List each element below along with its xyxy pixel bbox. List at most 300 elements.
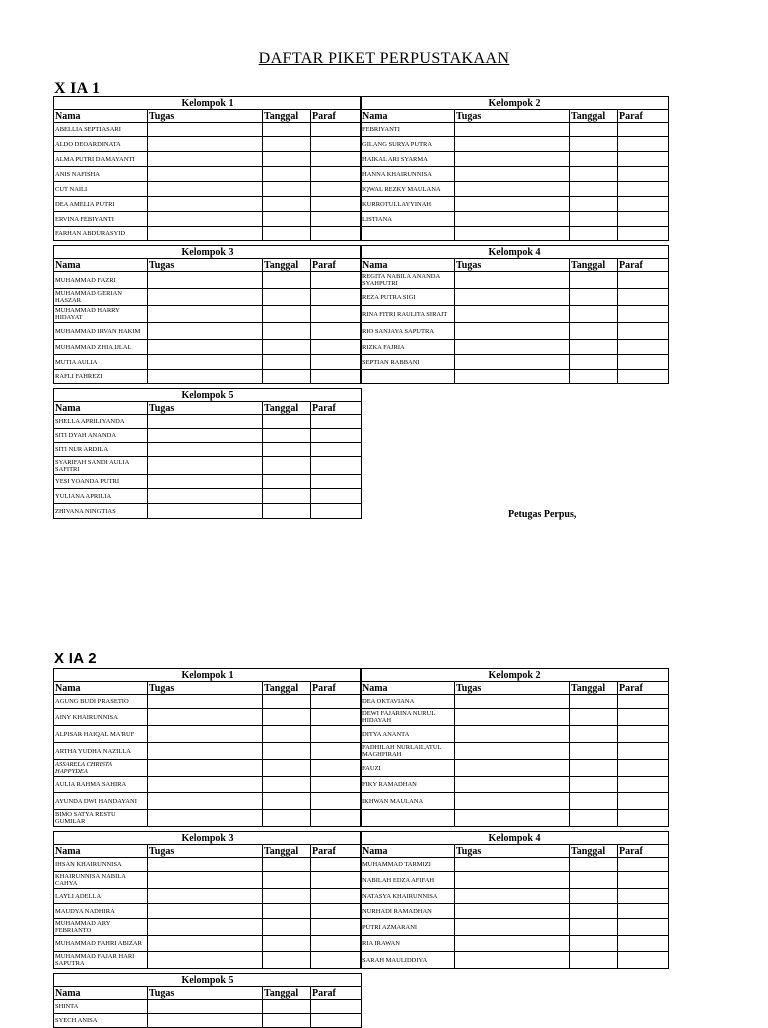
tugas-cell <box>455 904 570 919</box>
paraf-cell <box>311 810 362 827</box>
student-name: AULIA RAHMA SAHIRA <box>54 777 148 793</box>
table-row <box>361 709 669 726</box>
paraf-cell <box>618 919 669 936</box>
table-row <box>54 370 362 384</box>
student-name: IHSAN KHAIRUNNISA <box>54 858 148 872</box>
paraf-cell <box>311 457 362 475</box>
column-header-nama: Nama <box>361 682 455 695</box>
student-name: FADHILAH NURLAILATUL MAGHFIRAH <box>361 743 455 760</box>
table-row <box>361 123 669 137</box>
student-name: HAIKAL ARI SYARMA <box>361 152 455 167</box>
paraf-cell <box>618 695 669 709</box>
paraf-cell <box>618 760 669 777</box>
student-name: MUHAMMAD ZHIA IJLAL <box>54 340 148 355</box>
column-header-nama: Nama <box>361 110 455 123</box>
table-row <box>361 793 669 810</box>
tanggal-cell <box>263 952 311 969</box>
student-name: DEA AMELIA PUTRI <box>54 197 148 212</box>
paraf-cell <box>311 197 362 212</box>
paraf-cell <box>618 904 669 919</box>
class-label-xia2: X IA 2 <box>54 650 97 667</box>
table-row <box>54 743 362 760</box>
paraf-cell <box>311 777 362 793</box>
tanggal-cell <box>570 858 618 872</box>
tugas-cell <box>148 475 263 489</box>
column-header-paraf: Paraf <box>618 110 669 123</box>
table-row <box>54 889 362 904</box>
table-row <box>361 695 669 709</box>
column-header-tugas: Tugas <box>148 682 263 695</box>
table-row <box>54 504 362 519</box>
tugas-cell <box>148 695 263 709</box>
paraf-cell <box>311 858 362 872</box>
tugas-cell <box>148 123 263 137</box>
student-name: FAUZI <box>361 760 455 777</box>
tugas-cell <box>148 227 263 241</box>
student-name: SEPTIAN RABBANI <box>361 355 455 370</box>
paraf-cell <box>311 475 362 489</box>
table-row <box>54 123 362 137</box>
paraf-cell <box>311 272 362 289</box>
kelompok-block <box>53 96 361 241</box>
table-row <box>361 197 669 212</box>
paraf-cell <box>618 355 669 370</box>
tanggal-cell <box>263 137 311 152</box>
tanggal-cell <box>570 709 618 726</box>
paraf-cell <box>618 709 669 726</box>
kelompok-block <box>53 973 361 1028</box>
table-row <box>54 137 362 152</box>
table-row <box>361 810 669 827</box>
tanggal-cell <box>263 167 311 182</box>
column-header-tugas: Tugas <box>148 110 263 123</box>
kelompok-table <box>360 831 669 969</box>
student-name: NATASYA KHAIRUNNISA <box>361 889 455 904</box>
group-title: Kelompok 2 <box>361 669 669 682</box>
table-row <box>361 355 669 370</box>
paraf-cell <box>618 306 669 323</box>
tugas-cell <box>455 212 570 227</box>
paraf-cell <box>311 429 362 443</box>
column-header-paraf: Paraf <box>311 110 362 123</box>
column-header-nama: Nama <box>54 845 148 858</box>
column-header-tanggal: Tanggal <box>570 110 618 123</box>
paraf-cell <box>618 323 669 340</box>
table-row <box>54 1014 362 1028</box>
tugas-cell <box>455 227 570 241</box>
tugas-cell <box>455 323 570 340</box>
student-name: MUHAMMAD ARY FEBRIANTO <box>54 919 148 936</box>
student-name: MUHAMMAD HARRY HIDAYAT <box>54 306 148 323</box>
student-name: MUHAMMAD TARMIZI <box>361 858 455 872</box>
kelompok-block <box>360 831 668 969</box>
table-row <box>361 323 669 340</box>
paraf-cell <box>618 123 669 137</box>
column-header-tanggal: Tanggal <box>570 682 618 695</box>
table-row <box>54 152 362 167</box>
tugas-cell <box>455 272 570 289</box>
tanggal-cell <box>263 1000 311 1014</box>
kelompok-block <box>360 668 668 827</box>
table-row <box>54 709 362 726</box>
student-name: RAFLI FAHREZI <box>54 370 148 384</box>
tugas-cell <box>148 872 263 889</box>
kelompok-block <box>53 388 361 519</box>
paraf-cell <box>618 889 669 904</box>
group-title: Kelompok 1 <box>54 97 362 110</box>
tanggal-cell <box>263 429 311 443</box>
tanggal-cell <box>263 504 311 519</box>
paraf-cell <box>618 227 669 241</box>
tanggal-cell <box>570 743 618 760</box>
tugas-cell <box>148 167 263 182</box>
tugas-cell <box>455 695 570 709</box>
table-row <box>361 919 669 936</box>
paraf-cell <box>618 370 669 384</box>
student-name: SYARIFAH SANDI AULIA SAFITRI <box>54 457 148 475</box>
student-name: SHINTA <box>54 1000 148 1014</box>
table-row <box>54 227 362 241</box>
student-name: MUHAMMAD FAZRI <box>54 272 148 289</box>
column-header-nama: Nama <box>54 110 148 123</box>
column-header-tanggal: Tanggal <box>263 402 311 415</box>
tanggal-cell <box>263 227 311 241</box>
paraf-cell <box>618 137 669 152</box>
tanggal-cell <box>263 197 311 212</box>
tanggal-cell <box>570 167 618 182</box>
group-title: Kelompok 3 <box>54 246 362 259</box>
tanggal-cell <box>263 760 311 777</box>
tanggal-cell <box>263 123 311 137</box>
kelompok-table <box>53 245 362 384</box>
kelompok-block <box>360 96 668 241</box>
tanggal-cell <box>263 919 311 936</box>
group-title: Kelompok 4 <box>361 246 669 259</box>
tugas-cell <box>148 355 263 370</box>
student-name: YULIANA APRILIA <box>54 489 148 504</box>
table-row <box>361 936 669 952</box>
tanggal-cell <box>263 152 311 167</box>
table-row <box>54 355 362 370</box>
paraf-cell <box>618 936 669 952</box>
tanggal-cell <box>570 760 618 777</box>
tugas-cell <box>148 429 263 443</box>
student-name: SITI NUR ARDILA <box>54 443 148 457</box>
tanggal-cell <box>570 889 618 904</box>
paraf-cell <box>618 743 669 760</box>
table-row <box>54 919 362 936</box>
student-name: YESI YOANDA PUTRI <box>54 475 148 489</box>
student-name: MUHAMMAD GERIAN HASZAR <box>54 289 148 306</box>
column-header-nama: Nama <box>54 402 148 415</box>
group-title: Kelompok 1 <box>54 669 362 682</box>
table-row <box>54 489 362 504</box>
tanggal-cell <box>570 272 618 289</box>
tanggal-cell <box>263 457 311 475</box>
column-header-tanggal: Tanggal <box>263 259 311 272</box>
tugas-cell <box>455 726 570 743</box>
tanggal-cell <box>570 227 618 241</box>
group-title: Kelompok 5 <box>54 974 362 987</box>
tugas-cell <box>455 793 570 810</box>
tanggal-cell <box>263 475 311 489</box>
column-header-tugas: Tugas <box>455 682 570 695</box>
tugas-cell <box>455 167 570 182</box>
paraf-cell <box>311 227 362 241</box>
table-row <box>54 810 362 827</box>
student-name: ABELLIA SEPTIASARI <box>54 123 148 137</box>
column-header-tugas: Tugas <box>148 259 263 272</box>
student-name: MUHAMMAD FAHRI ABIZAR <box>54 936 148 952</box>
tugas-cell <box>455 123 570 137</box>
table-row <box>54 289 362 306</box>
paraf-cell <box>311 889 362 904</box>
tanggal-cell <box>570 197 618 212</box>
table-row <box>361 167 669 182</box>
table-row <box>54 182 362 197</box>
tugas-cell <box>455 777 570 793</box>
tugas-cell <box>148 489 263 504</box>
paraf-cell <box>311 355 362 370</box>
table-row <box>54 457 362 475</box>
tanggal-cell <box>263 743 311 760</box>
column-header-nama: Nama <box>54 682 148 695</box>
group-title: Kelompok 3 <box>54 832 362 845</box>
paraf-cell <box>311 123 362 137</box>
table-row <box>361 872 669 889</box>
kelompok-table <box>360 245 669 384</box>
table-row <box>54 340 362 355</box>
table-row <box>54 777 362 793</box>
student-name: PUTRI AZMARANI <box>361 919 455 936</box>
tanggal-cell <box>263 858 311 872</box>
tugas-cell <box>455 152 570 167</box>
student-name: HANNA KHAIRUNNISA <box>361 167 455 182</box>
tanggal-cell <box>263 370 311 384</box>
kelompok-block <box>53 668 361 827</box>
column-header-nama: Nama <box>54 259 148 272</box>
paraf-cell <box>618 167 669 182</box>
tugas-cell <box>148 152 263 167</box>
paraf-cell <box>311 152 362 167</box>
tugas-cell <box>148 760 263 777</box>
column-header-paraf: Paraf <box>311 845 362 858</box>
column-header-tanggal: Tanggal <box>263 987 311 1000</box>
column-header-tugas: Tugas <box>148 845 263 858</box>
tanggal-cell <box>263 355 311 370</box>
kelompok-table <box>53 96 362 241</box>
table-row <box>361 272 669 289</box>
tugas-cell <box>455 743 570 760</box>
column-header-paraf: Paraf <box>618 682 669 695</box>
tugas-cell <box>455 306 570 323</box>
paraf-cell <box>311 182 362 197</box>
tugas-cell <box>455 889 570 904</box>
tanggal-cell <box>570 952 618 969</box>
tugas-cell <box>148 323 263 340</box>
tanggal-cell <box>570 123 618 137</box>
tugas-cell <box>148 289 263 306</box>
paraf-cell <box>618 858 669 872</box>
tanggal-cell <box>263 889 311 904</box>
table-row <box>361 227 669 241</box>
student-name: LISTIANA <box>361 212 455 227</box>
tugas-cell <box>148 793 263 810</box>
tugas-cell <box>148 306 263 323</box>
kelompok-table <box>53 668 362 827</box>
table-row <box>361 952 669 969</box>
tugas-cell <box>148 182 263 197</box>
tanggal-cell <box>263 306 311 323</box>
table-row <box>54 443 362 457</box>
tugas-cell <box>148 504 263 519</box>
tugas-cell <box>455 760 570 777</box>
table-row <box>361 726 669 743</box>
tanggal-cell <box>570 355 618 370</box>
kelompok-table <box>53 831 362 969</box>
student-name: ASSARELA CHRISTA HAPPYDEA <box>54 760 148 777</box>
paraf-cell <box>311 137 362 152</box>
student-name: ALDO DEOARDINATA <box>54 137 148 152</box>
student-name: RIA IRAWAN <box>361 936 455 952</box>
tanggal-cell <box>570 726 618 743</box>
table-row <box>361 340 669 355</box>
table-row <box>54 760 362 777</box>
table-row <box>54 167 362 182</box>
table-row <box>54 952 362 969</box>
tanggal-cell <box>570 919 618 936</box>
student-name: FIKY RAMADHAN <box>361 777 455 793</box>
paraf-cell <box>311 760 362 777</box>
student-name: AGUNG BUDI PRASETIO <box>54 695 148 709</box>
tugas-cell <box>148 810 263 827</box>
tanggal-cell <box>263 777 311 793</box>
tanggal-cell <box>263 443 311 457</box>
student-name: DEA OKTAVIANA <box>361 695 455 709</box>
tugas-cell <box>148 743 263 760</box>
student-name: AYUNDA DWI HANDAYANI <box>54 793 148 810</box>
student-name: BIMO SATYA RESTU GUMILAR <box>54 810 148 827</box>
paraf-cell <box>311 952 362 969</box>
table-row <box>361 306 669 323</box>
paraf-cell <box>618 952 669 969</box>
tugas-cell <box>148 415 263 429</box>
tanggal-cell <box>570 137 618 152</box>
paraf-cell <box>311 726 362 743</box>
table-row <box>54 272 362 289</box>
tugas-cell <box>148 443 263 457</box>
kelompok-table <box>53 973 362 1028</box>
table-row <box>54 212 362 227</box>
student-name: IQWAL REZKY MAULANA <box>361 182 455 197</box>
paraf-cell <box>311 1000 362 1014</box>
column-header-tugas: Tugas <box>455 845 570 858</box>
signature-label: Petugas Perpus, <box>508 509 577 520</box>
paraf-cell <box>618 777 669 793</box>
paraf-cell <box>311 1014 362 1028</box>
student-name: NABILAH EDZA AFIFAH <box>361 872 455 889</box>
tugas-cell <box>148 340 263 355</box>
tanggal-cell <box>263 936 311 952</box>
paraf-cell <box>311 919 362 936</box>
student-name: ANIS NAFISHA <box>54 167 148 182</box>
student-name: RIO SANJAYA SAPUTRA <box>361 323 455 340</box>
table-row <box>361 182 669 197</box>
paraf-cell <box>311 167 362 182</box>
group-title: Kelompok 4 <box>361 832 669 845</box>
tanggal-cell <box>570 323 618 340</box>
table-row <box>54 726 362 743</box>
paraf-cell <box>618 152 669 167</box>
tanggal-cell <box>263 695 311 709</box>
paraf-cell <box>618 726 669 743</box>
tugas-cell <box>455 340 570 355</box>
tanggal-cell <box>263 872 311 889</box>
paraf-cell <box>311 709 362 726</box>
tugas-cell <box>148 889 263 904</box>
student-name: MAUDYA NADHIRA <box>54 904 148 919</box>
column-header-nama: Nama <box>361 259 455 272</box>
group-title: Kelompok 5 <box>54 389 362 402</box>
tanggal-cell <box>263 904 311 919</box>
tugas-cell <box>455 355 570 370</box>
tugas-cell <box>455 197 570 212</box>
column-header-tugas: Tugas <box>455 259 570 272</box>
paraf-cell <box>311 443 362 457</box>
tanggal-cell <box>570 810 618 827</box>
table-row <box>54 858 362 872</box>
column-header-tanggal: Tanggal <box>263 110 311 123</box>
column-header-paraf: Paraf <box>618 259 669 272</box>
column-header-paraf: Paraf <box>618 845 669 858</box>
student-name: FEBRIYANTI <box>361 123 455 137</box>
tugas-cell <box>148 1000 263 1014</box>
tugas-cell <box>455 810 570 827</box>
tugas-cell <box>148 952 263 969</box>
student-name: SHELLA APRILIYANDA <box>54 415 148 429</box>
tugas-cell <box>455 872 570 889</box>
paraf-cell <box>311 936 362 952</box>
tugas-cell <box>148 1014 263 1028</box>
paraf-cell <box>618 872 669 889</box>
paraf-cell <box>311 415 362 429</box>
column-header-tugas: Tugas <box>148 402 263 415</box>
tugas-cell <box>455 952 570 969</box>
table-row <box>361 777 669 793</box>
kelompok-block <box>53 245 361 384</box>
column-header-tanggal: Tanggal <box>263 682 311 695</box>
table-row <box>361 152 669 167</box>
paraf-cell <box>618 272 669 289</box>
column-header-nama: Nama <box>361 845 455 858</box>
paraf-cell <box>311 306 362 323</box>
paraf-cell <box>311 289 362 306</box>
student-name: KURROTULLAYYINAH <box>361 197 455 212</box>
table-row <box>54 323 362 340</box>
student-name <box>361 810 455 827</box>
tugas-cell <box>148 457 263 475</box>
tugas-cell <box>148 137 263 152</box>
tanggal-cell <box>263 415 311 429</box>
tanggal-cell <box>570 152 618 167</box>
tanggal-cell <box>263 489 311 504</box>
tanggal-cell <box>263 272 311 289</box>
paraf-cell <box>311 323 362 340</box>
kelompok-block <box>53 831 361 969</box>
table-row <box>361 289 669 306</box>
table-row <box>54 1000 362 1014</box>
tugas-cell <box>148 919 263 936</box>
